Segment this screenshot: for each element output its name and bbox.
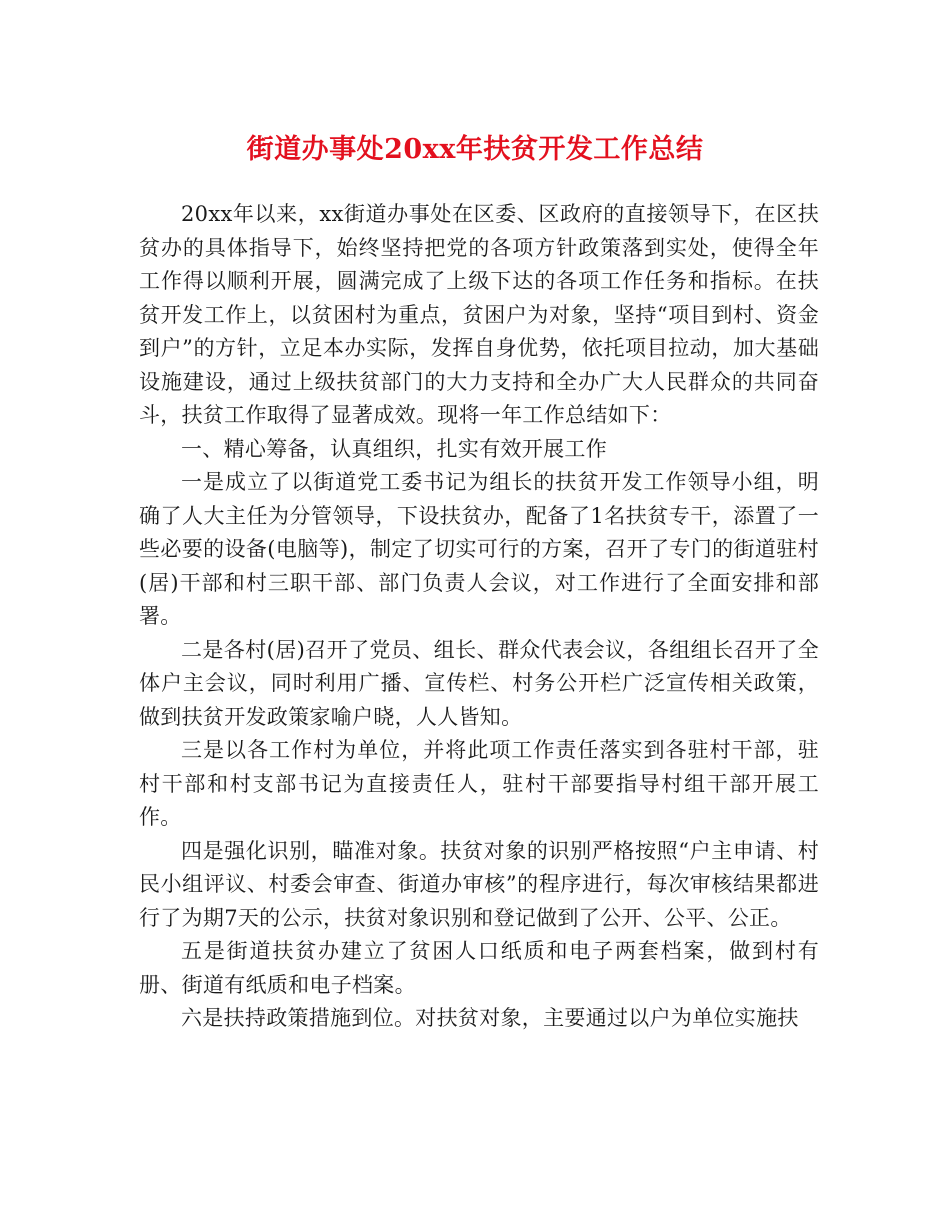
paragraph-item-3: 三是以各工作村为单位，并将此项工作责任落实到各驻村干部，驻村干部和村支部书记为直接责任人，驻村干部要指导村组干部开展工作。 xyxy=(139,738,819,829)
paragraph-intro: 20xx年以来，xx街道办事处在区委、区政府的直接领导下，在区扶贫办的具体指导下，始终坚持把党的各项方针政策落到实处，使得全年工作得以顺利开展，圆满完成了上级下达的各项工作任务和指标。在扶贫开发工作上，以贫困村为重点，贫困户为对象，坚持“项目到村、资金到户”的方针，立足本办实际，发挥自身优势，依托项目拉动，加大基础设施建设，通过上级扶贫部门的大力支持和全办广大人民群众的共同奋斗，扶贫工作取得了显著成效。现将一年工作总结如下： xyxy=(139,202,819,427)
document-title: 街道办事处20xx年扶贫开发工作总结 xyxy=(246,134,704,165)
paragraph-item-6: 六是扶持政策措施到位。对扶贫对象，主要通过以户为单位实施扶 xyxy=(181,1006,799,1030)
paragraph-item-2: 二是各村(居)召开了党员、组长、群众代表会议，各组组长召开了全体户主会议，同时利用广播、宣传栏、村务公开栏广泛宣传相关政策，做到扶贫开发政策家喻户晓，人人皆知。 xyxy=(139,637,819,729)
paragraph-item-5: 五是街道扶贫办建立了贫困人口纸质和电子两套档案，做到村有册、街道有纸质和电子档案。 xyxy=(139,939,819,997)
section-heading: 一、精心筹备，认真组织，扎实有效开展工作 xyxy=(181,436,607,461)
paragraph-item-4: 四是强化识别，瞄准对象。扶贫对象的识别严格按照“户主申请、村民小组评议、村委会审查、街道办审核”的程序进行，每次审核结果都进行了为期7天的公示，扶贫对象识别和登记做到了公开、公平、公正。 xyxy=(139,838,819,930)
document-body xyxy=(139,198,819,1036)
paragraph-item-1: 一是成立了以街道党工委书记为组长的扶贫开发工作领导小组，明确了人大主任为分管领导，下设扶贫办，配备了1名扶贫专干，添置了一些必要的设备(电脑等)，制定了切实可行的方案，召开了专门的街道驻村(居)干部和村三职干部、部门负责人会议，对工作进行了全面安排和部署。 xyxy=(139,470,819,628)
